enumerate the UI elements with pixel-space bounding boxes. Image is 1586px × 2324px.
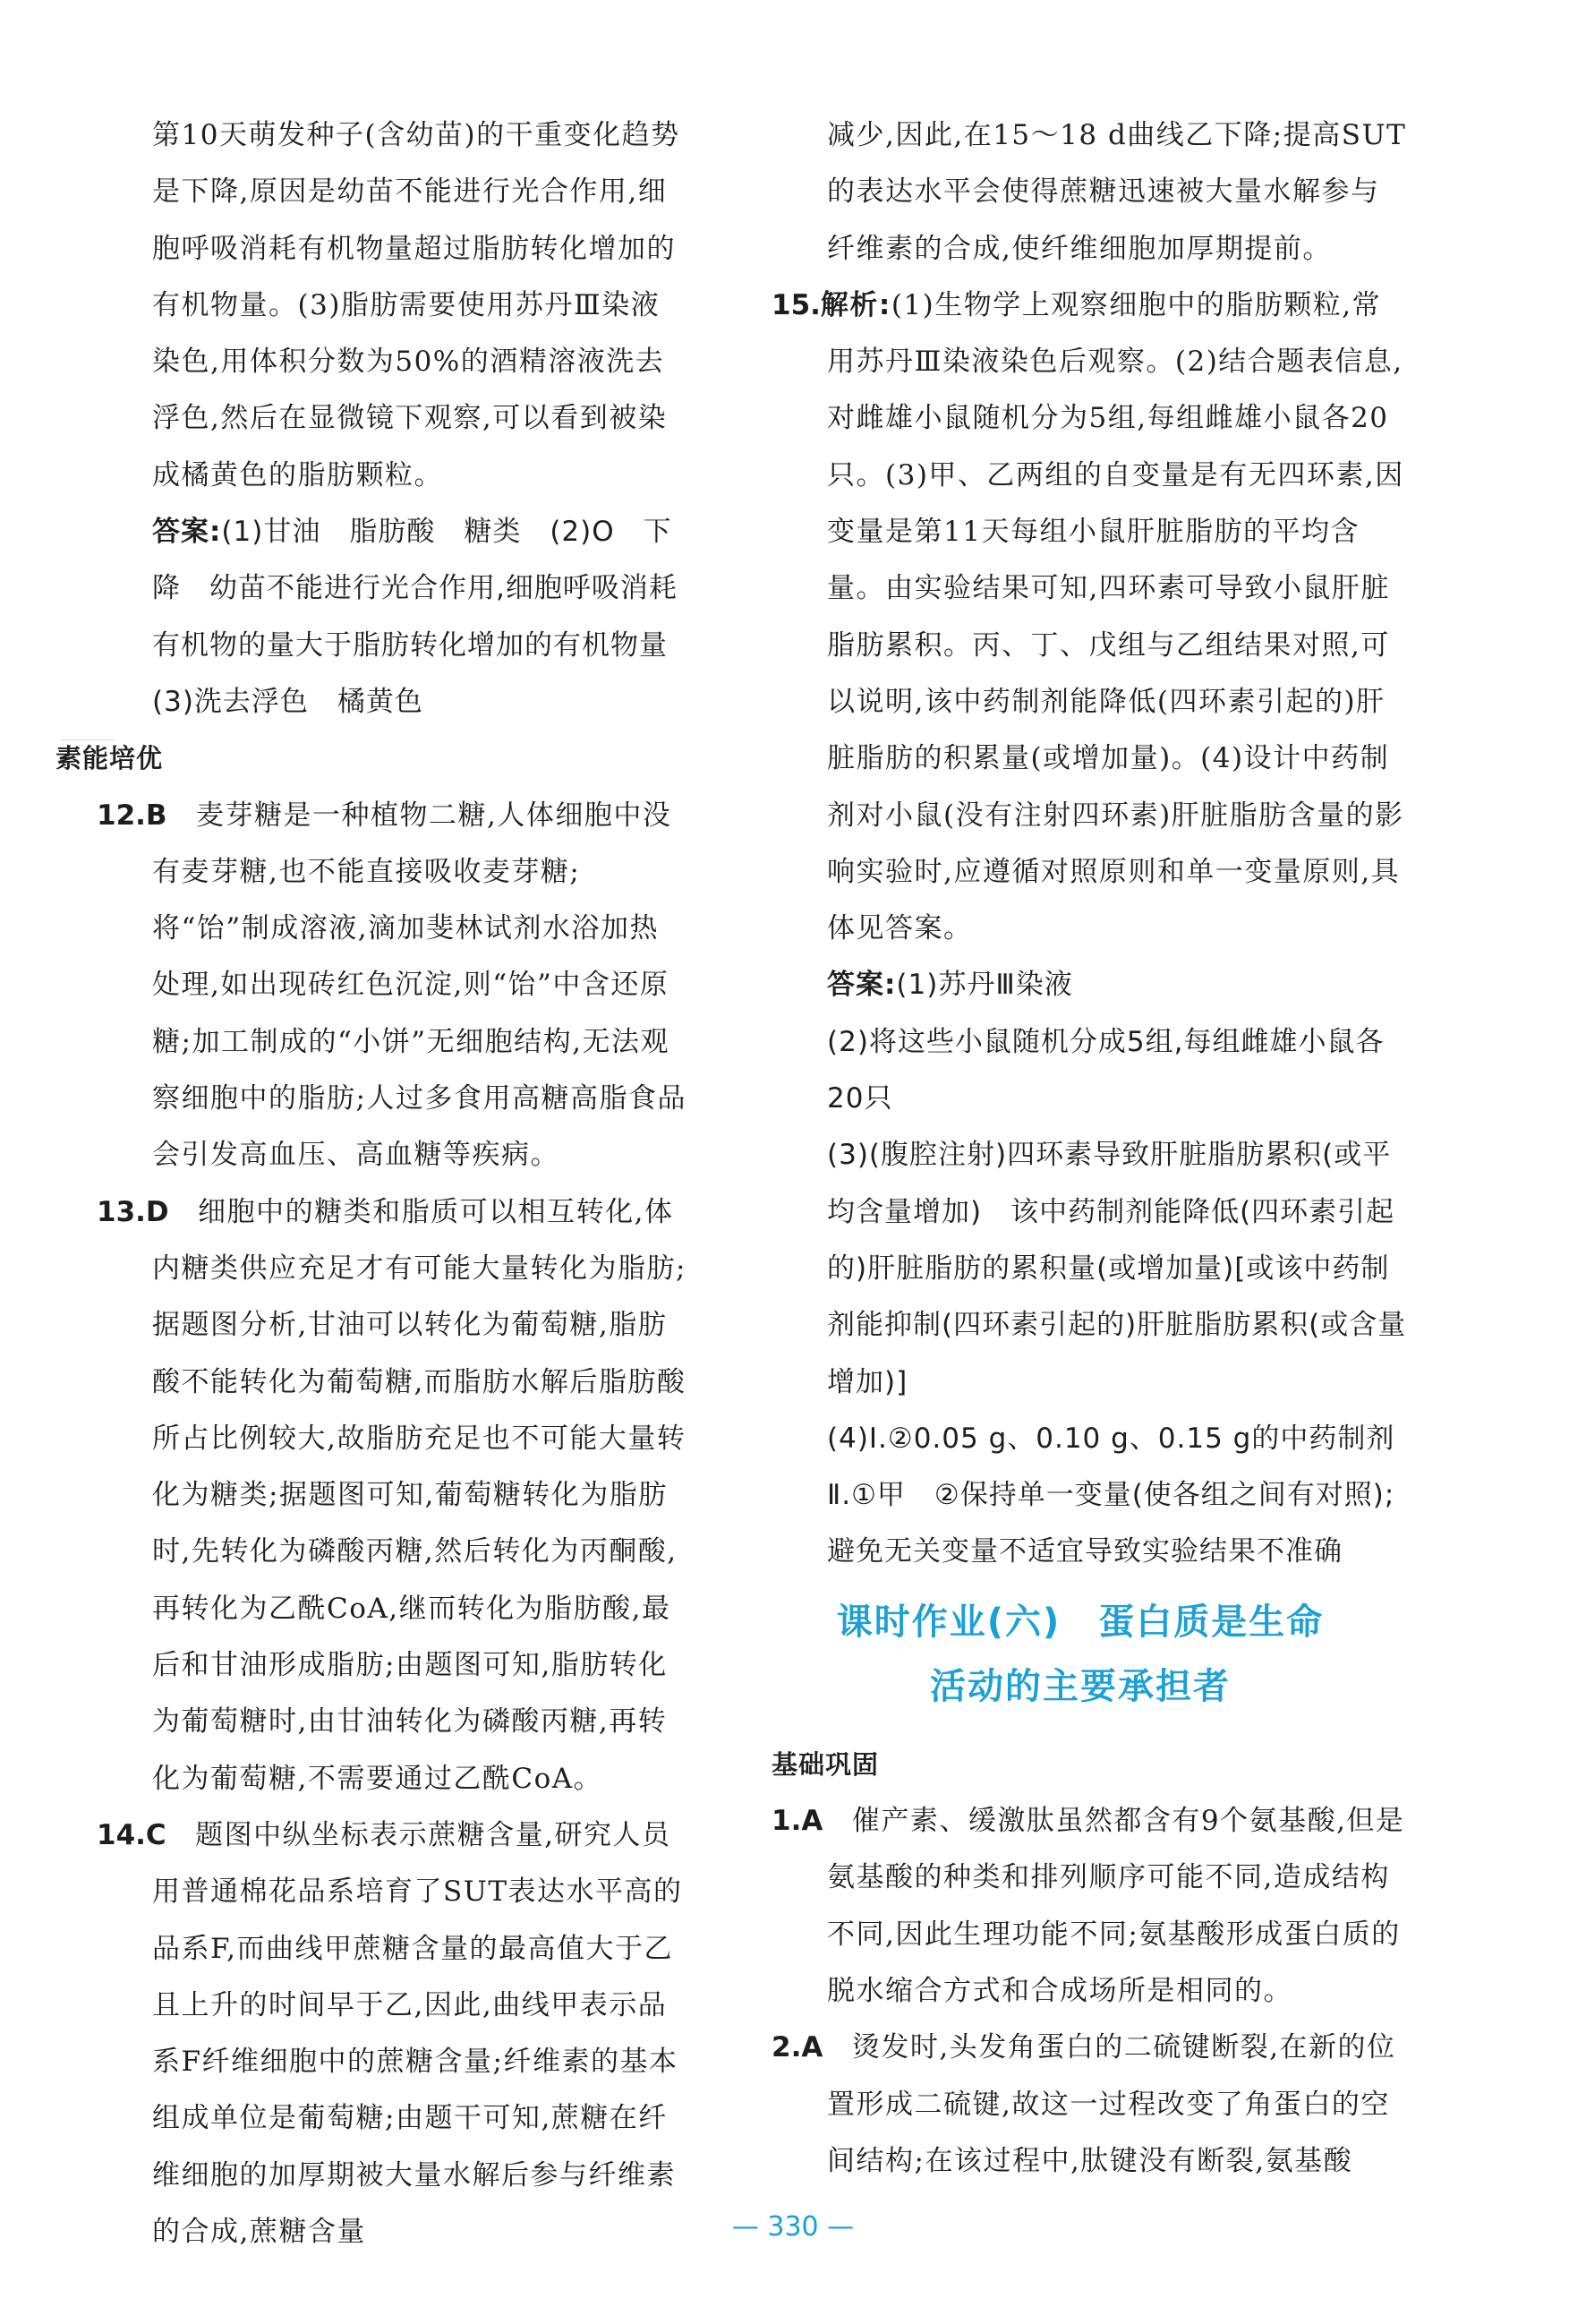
q1-explanation	[772, 1793, 1407, 2020]
section-heading-jichu: 基础巩固	[772, 1748, 880, 1780]
page-number: — 330 —	[731, 2211, 855, 2243]
q15-text: (1)生物学上观察细胞中的脂肪颗粒,常用苏丹Ⅲ染液染色后观察。(2)结合题表信息,对雌雄小鼠随机分为5组,每组雌雄小鼠各20只。(3)甲、乙两组的自变量是有无四环素,因变量是第11天每组小鼠肝脏脂肪的平均含量。由实验结果可知,四环素可导致小鼠肝脏脂肪累积。丙、丁、戊组与乙组结果对照,可以说明,该中药制剂能降低(四环素引起的)肝脏脂肪的积累量(或增加量)。(4)设计中药制剂对小鼠(没有注射四环素)肝脏脂肪含量的影响实验时,应遵循对照原则和单一变量原则,具体见答案。	[827, 288, 1404, 945]
q15-answer-5: Ⅱ.①甲 ②保持单一变量(使各组之间有对照);避免无关变量不适宜导致实验结果不准确	[827, 1479, 1395, 1568]
q1-text: 催产素、缓激肽虽然都含有9个氨基酸,但是氨基酸的种类和排列顺序可能不同,造成结构不同,因此生理功能不同;氨基酸形成蛋白质的脱水缩合方式和合成场所是相同的。	[823, 1805, 1405, 2007]
q15-answer-3: (3)(腹腔注射)四环素导致肝脏脂肪累积(或平均含量增加) 该中药制剂能降低(四环素引起的)肝脏脂肪的累积量(或增加量)[或该中药制剂能抑制(四环素引起的)肝脏脂肪累积(或含量增加)]	[827, 1139, 1407, 1398]
q15-answer-2: (2)将这些小鼠随机分成5组,每组雌雄小鼠各20只	[827, 1025, 1385, 1115]
q11-explanation-continued: 第10天萌发种子(含幼苗)的干重变化趋势是下降,原因是幼苗不能进行光合作用,细胞呼吸消耗有机物量超过脂肪转化增加的有机物量。(3)脂肪需要使用苏丹Ⅲ染液染色,用体积分数为50%的酒精溶液洗去浮色,然后在显微镜下观察,可以看到被染成橘黄色的脂肪颗粒。	[152, 119, 680, 491]
answer-label: 答案:	[152, 516, 222, 549]
q15-answer-1	[772, 957, 1407, 1013]
q1-number: 1.A	[772, 1805, 823, 1838]
q14-number: 14.C	[97, 1818, 166, 1851]
q14-explanation	[97, 1807, 687, 2260]
section-heading-suneng: 素能培优	[55, 743, 164, 774]
q12-number: 12.B	[97, 799, 167, 832]
q2-text: 烫发时,头发角蛋白的二硫键断裂,在新的位置形成二硫键,故这一过程改变了角蛋白的空间结构;在该过程中,肽键没有断裂,氨基酸	[823, 2031, 1396, 2177]
q13-number: 13.D	[97, 1195, 169, 1228]
q2-explanation	[772, 2020, 1407, 2190]
margin-divider	[61, 739, 115, 740]
q13-explanation	[97, 1184, 687, 1807]
q12-text: 麦芽糖是一种植物二糖,人体细胞中没有麦芽糖,也不能直接吸收麦芽糖;将“饴”制成溶液,滴加斐林试剂水浴加热处理,如出现砖红色沉淀,则“饴”中含还原糖;加工制成的“小饼”无细胞结构,无法观察细胞中的脂肪;人过多食用高糖高脂食品会引发高血压、高血糖等疾病。	[152, 799, 686, 1172]
q13-text: 细胞中的糖类和脂质可以相互转化,体内糖类供应充足才有可能大量转化为脂肪;据题图分析,甘油可以转化为葡萄糖,脂肪酸不能转化为葡萄糖,而脂肪水解后脂肪酸所占比例较大,故脂肪充足也不可能大量转化为糖类;据题图可知,葡萄糖转化为脂肪时,先转化为磷酸丙糖,然后转化为丙酮酸,再转化为乙酰CoA,继而转化为脂肪酸,最后和甘油形成脂肪;由题图可知,脂肪转化为葡萄糖时,由甘油转化为磷酸丙糖,再转化为葡萄糖,不需要通过乙酰CoA。	[152, 1195, 686, 1795]
lesson-title-line-1: 课时作业(六) 蛋白质是生命	[836, 1601, 1325, 1643]
q15-answer-4: (4)Ⅰ.②0.05 g、0.10 g、0.15 g的中药制剂	[827, 1422, 1395, 1455]
q15-explanation	[772, 278, 1407, 958]
right-column	[772, 107, 1407, 2190]
q11-answer-text: (1)甘油 脂肪酸 糖类 (2)O 下降 幼苗不能进行光合作用,细胞呼吸消耗有机物的量大于脂肪转化增加的有机物量 (3)洗去浮色 橘黄色	[152, 516, 696, 718]
q2-number: 2.A	[772, 2031, 823, 2064]
q14-explanation-continued: 减少,因此,在15～18 d曲线乙下降;提高SUT的表达水平会使得蔗糖迅速被大量水解参与纤维素的合成,使纤维细胞加厚期提前。	[827, 119, 1407, 265]
analysis-label: 解析:	[820, 288, 891, 321]
lesson-title	[754, 1590, 1407, 1719]
q15-number: 15.	[772, 288, 821, 321]
left-column	[55, 107, 696, 2260]
q12-explanation	[97, 788, 687, 1184]
lesson-title-line-2: 活动的主要承担者	[930, 1665, 1231, 1707]
q14-text: 题图中纵坐标表示蔗糖含量,研究人员用普通棉花品系培育了SUT表达水平高的品系F,而曲线甲蔗糖含量的最高值大于乙且上升的时间早于乙,因此,曲线甲表示品系F纤维细胞中的蔗糖含量;纤维素的基本组成单位是葡萄糖;由题干可知,蔗糖在纤维细胞的加厚期被大量水解后参与纤维素的合成,蔗糖含量	[152, 1818, 683, 2248]
answer-label: 答案:	[827, 969, 897, 1002]
q11-answer	[97, 504, 696, 731]
q15-answer-1-text: (1)苏丹Ⅲ染液	[896, 969, 1073, 1002]
